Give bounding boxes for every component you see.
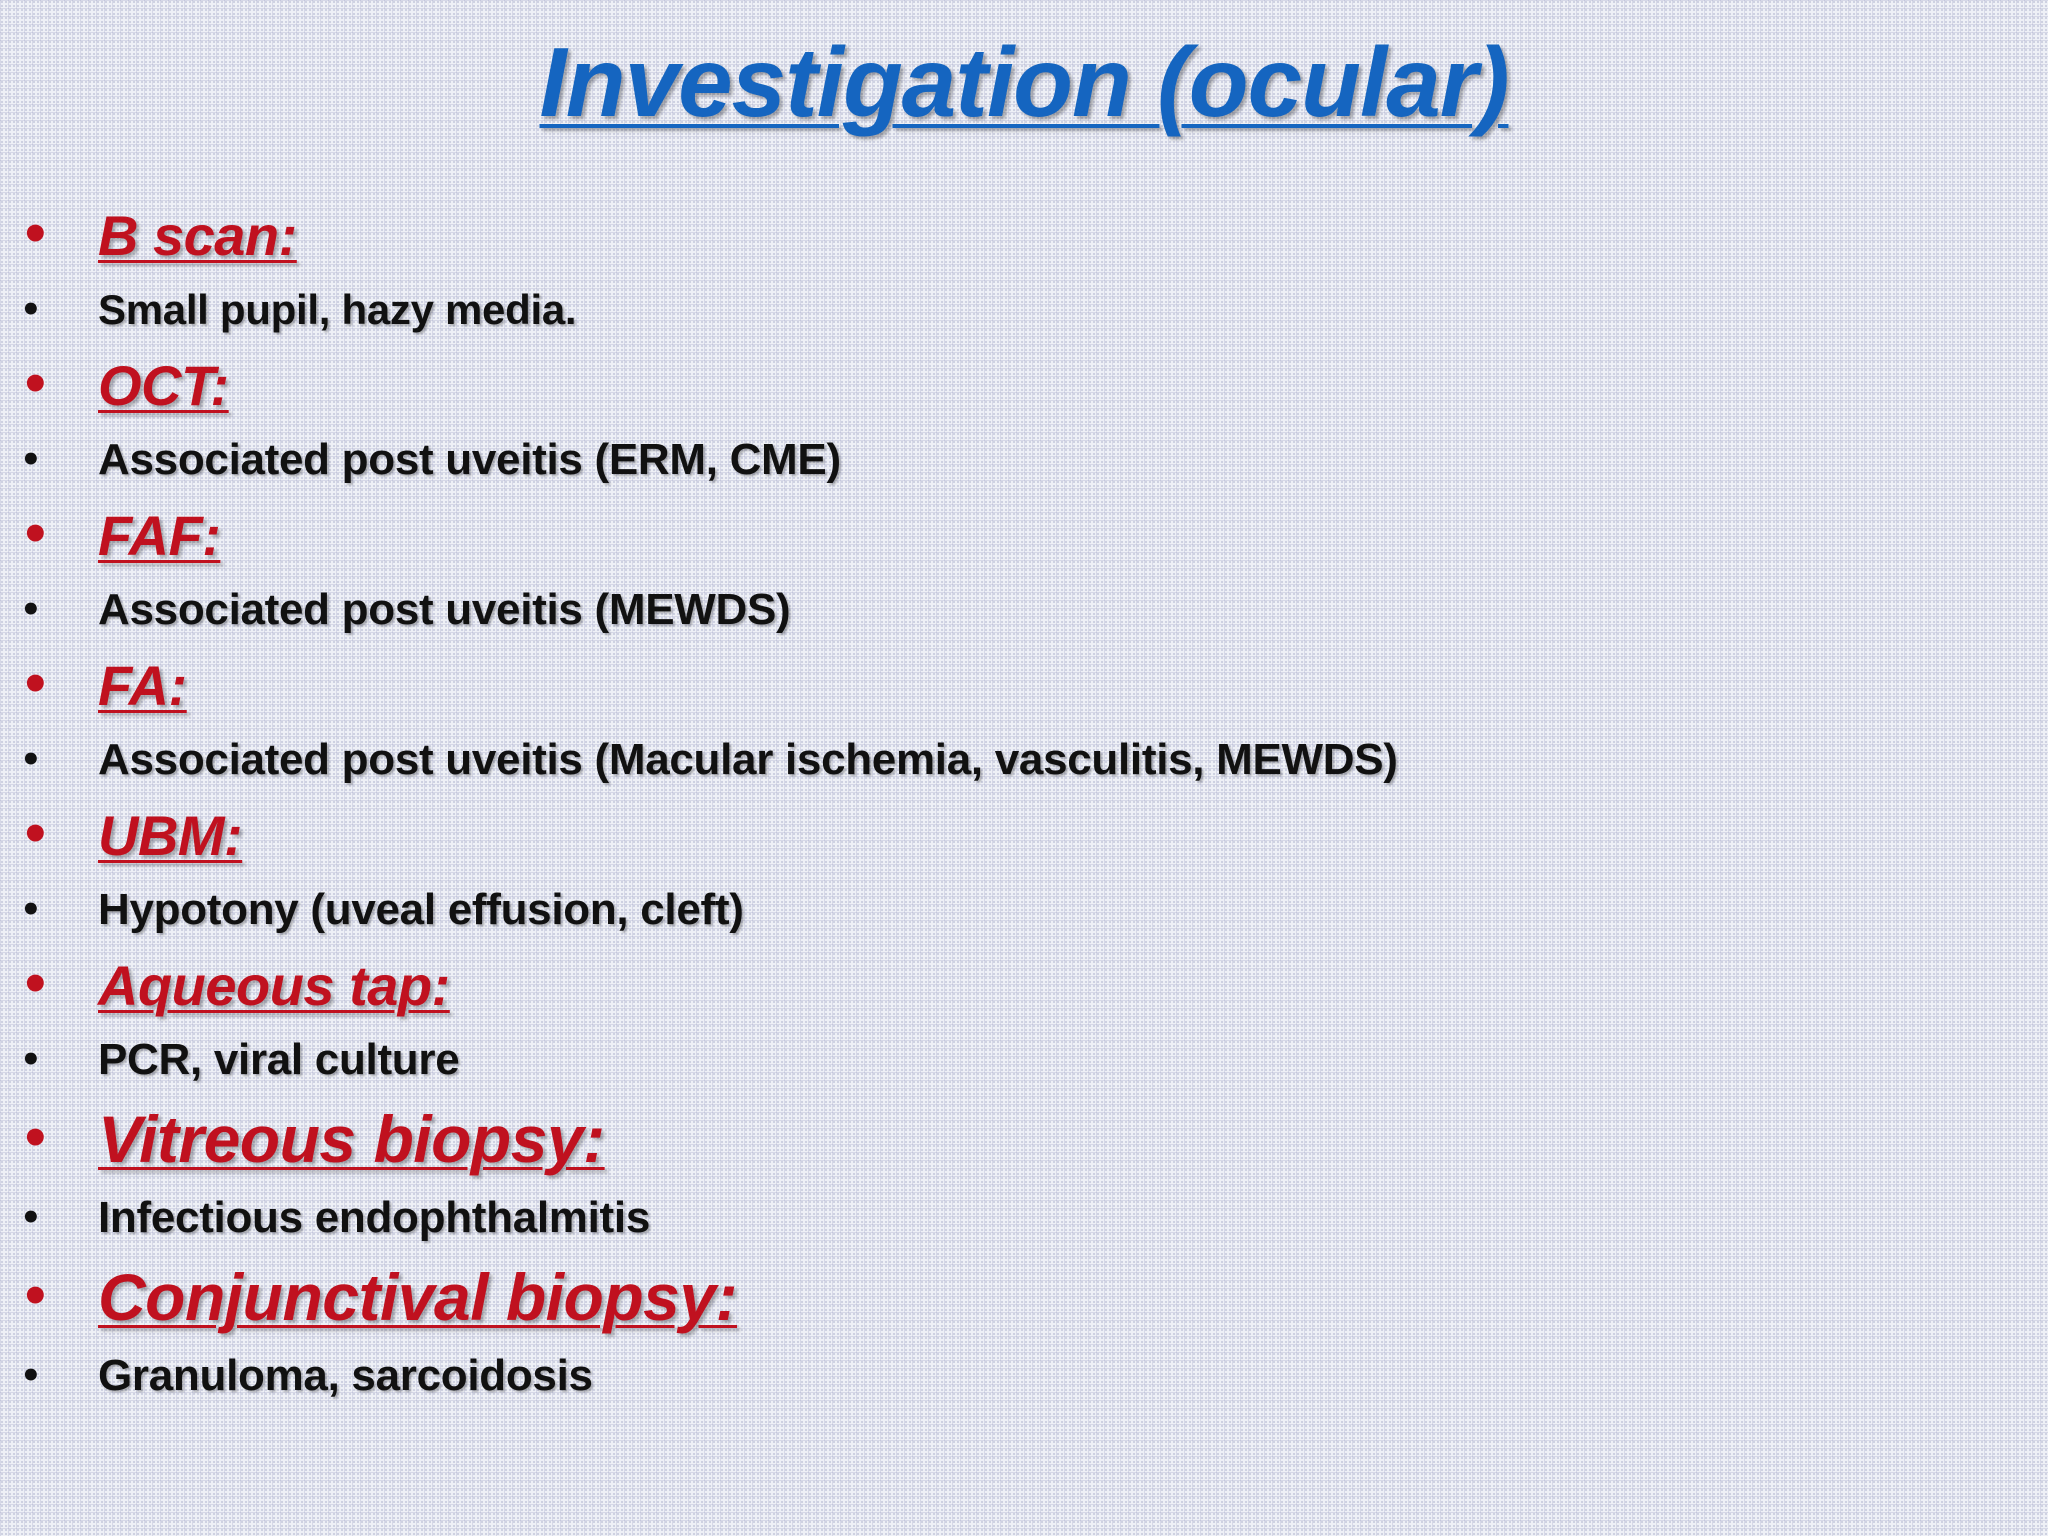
bullet-icon: • (20, 507, 51, 563)
bullet-icon: • (20, 590, 42, 630)
section-detail: Associated post uveitis (ERM, CME) (98, 435, 841, 484)
slide-title: Investigation (ocular) (539, 27, 1509, 137)
list-item-heading (0, 946, 2048, 1024)
section-detail: Infectious endophthalmitis (98, 1193, 650, 1242)
bullet-icon: • (20, 290, 42, 330)
list-item-detail (0, 1340, 2048, 1412)
list-item-heading (0, 1254, 2048, 1340)
list-item-detail (0, 874, 2048, 946)
bullet-icon: • (20, 207, 51, 263)
section-heading: FAF: (98, 503, 221, 567)
list-item-detail (0, 724, 2048, 796)
section-heading: OCT: (98, 353, 229, 417)
list-item-heading (0, 646, 2048, 724)
bullet-list (0, 196, 2048, 1412)
section-heading: Vitreous biopsy: (98, 1102, 605, 1176)
bullet-icon: • (20, 1269, 51, 1325)
section-detail: Granuloma, sarcoidosis (98, 1351, 593, 1400)
bullet-icon: • (20, 1111, 51, 1167)
list-item-heading (0, 1096, 2048, 1182)
bullet-icon: • (20, 957, 51, 1013)
bullet-icon: • (20, 807, 51, 863)
list-item-detail (0, 574, 2048, 646)
bullet-icon: • (20, 1198, 42, 1238)
list-item-heading (0, 796, 2048, 874)
section-heading: Aqueous tap: (98, 953, 450, 1017)
section-heading: FA: (98, 653, 187, 717)
bullet-icon: • (20, 890, 42, 930)
list-item-heading (0, 346, 2048, 424)
list-item-heading (0, 496, 2048, 574)
list-item-detail (0, 1024, 2048, 1096)
bullet-icon: • (20, 440, 42, 480)
section-heading: UBM: (98, 803, 243, 867)
bullet-icon: • (20, 740, 42, 780)
section-detail: Associated post uveitis (Macular ischemia, vasculitis, MEWDS) (98, 735, 1398, 784)
section-detail: Associated post uveitis (MEWDS) (98, 585, 791, 634)
list-item-detail (0, 424, 2048, 496)
list-item-detail (0, 274, 2048, 346)
bullet-icon: • (20, 657, 51, 713)
section-heading: B scan: (98, 203, 297, 267)
list-item-heading (0, 196, 2048, 274)
section-detail: Hypotony (uveal effusion, cleft) (98, 885, 744, 934)
section-heading: Conjunctival biopsy: (98, 1260, 738, 1334)
section-detail: Small pupil, hazy media. (98, 286, 577, 333)
bullet-icon: • (20, 357, 51, 413)
bullet-icon: • (20, 1040, 42, 1080)
bullet-icon: • (20, 1356, 42, 1396)
list-item-detail (0, 1182, 2048, 1254)
section-detail: PCR, viral culture (98, 1035, 460, 1084)
